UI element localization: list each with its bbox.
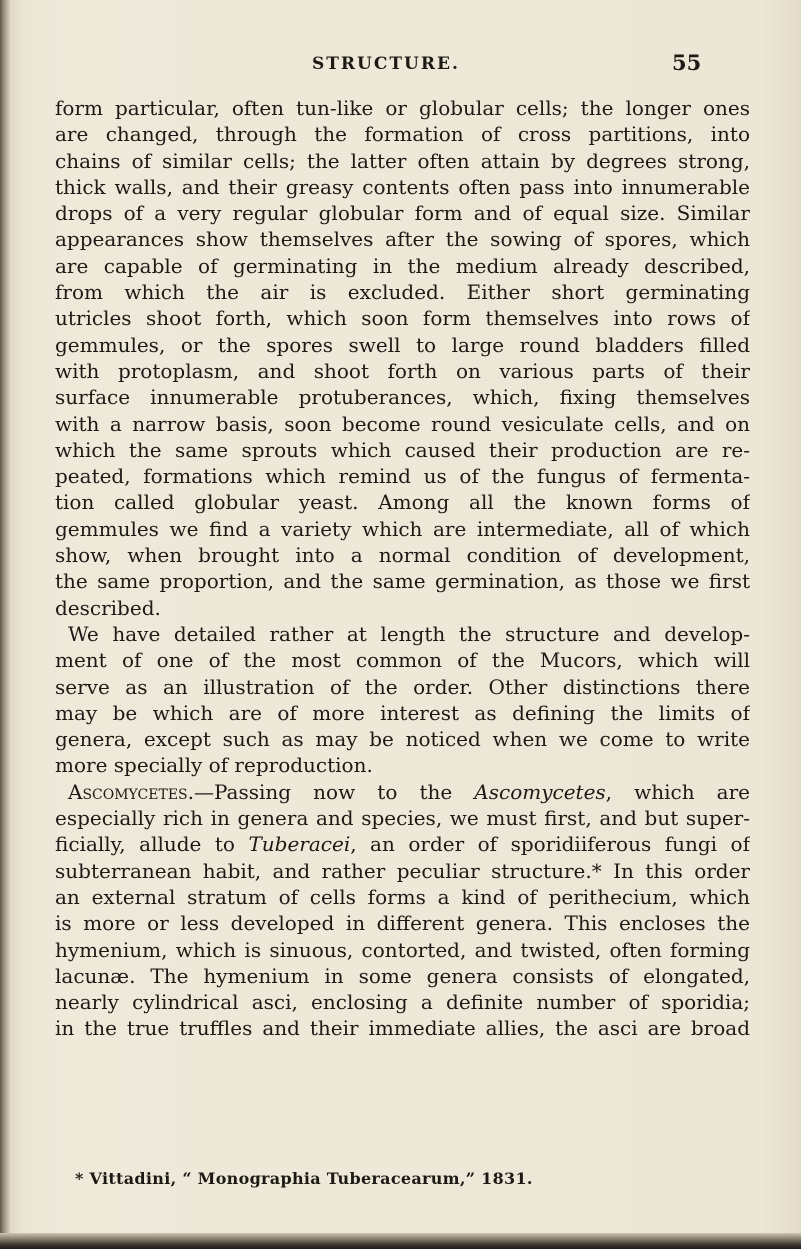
text-line [55,831,750,857]
text-line: may be which are of more interest as defining the limits of [55,700,750,725]
page-bottom-edge [0,1233,801,1249]
text-line: an external stratum of cells forms a kind of perithecium, which [55,884,750,909]
text-line: tion called globular yeast. Among all the known forms of [55,490,750,515]
text-line: appearances show themselves after the sowing of spores, which [55,227,750,252]
text-line: are changed, through the formation of cross partitions, into [55,122,750,147]
text-line: serve as an illustration of the order. Other distinctions there [55,674,750,699]
text-line: with a narrow basis, soon become round vesiculate cells, and on [55,411,750,436]
text-line: especially rich in genera and species, we must first, and but super- [55,806,750,831]
text-line: surface innumerable protuberances, which, fixing themselves [55,385,750,410]
text-line: which the same sprouts which caused their production are re- [55,437,750,462]
text-run: ficially, allude to [55,832,249,857]
text-run: , which are [605,779,750,804]
text-line: ment of one of the most common of the Mucors, which will [55,648,750,673]
text-line: more specially of reproduction. [55,753,373,778]
text-line: peated, formations which remind us of the fungus of fermenta- [55,464,750,489]
text-line: show, when brought into a normal condition of development, [55,543,750,568]
text-line: subterranean habit, and rather peculiar structure.* In this order [55,858,750,883]
text-run: , an order of sporidiiferous fungi of [350,832,750,857]
text-line: the same proportion, and the same germination, as those we first [55,569,750,594]
text-line: lacunæ. The hymenium in some genera consists of elongated, [55,963,750,988]
text-line: described. [55,595,161,620]
text-line: gemmules, or the spores swell to large round bladders filled [55,332,750,357]
section-heading: Ascomycetes. [68,779,194,804]
body-text [55,95,750,1042]
running-title: STRUCTURE. [312,54,460,74]
text-line: in the true truffles and their immediate allies, the asci are broad [55,1016,750,1041]
text-line: thick walls, and their greasy contents often pass into innumerable [55,174,750,199]
text-line: utricles shoot forth, which soon form themselves into rows of [55,306,750,331]
text-run: —Passing now to the [194,779,475,804]
page-gutter [0,0,10,1249]
text-line: We have detailed rather at length the structure and develop- [68,621,750,646]
text-line: gemmules we find a variety which are intermediate, all of which [55,516,750,541]
text-line: hymenium, which is sinuous, contorted, and twisted, often forming [55,937,750,962]
text-line: with protoplasm, and shoot forth on various parts of their [55,358,750,383]
text-line: drops of a very regular globular form and of equal size. Similar [55,201,750,226]
running-head [0,50,801,80]
text-line: from which the air is excluded. Either short germinating [55,280,750,305]
italic-term: Ascomycetes [474,779,606,804]
text-line: form particular, often tun-like or globular cells; the longer ones [55,96,750,120]
text-line: nearly cylindrical asci, enclosing a definite number of sporidia; [55,990,750,1015]
text-line: genera, except such as may be noticed when we come to write [55,727,750,752]
text-line [55,779,750,805]
page-number: 55 [672,50,702,75]
footnote: * Vittadini, “ Monographia Tuberacearum,” 1831. [75,1169,533,1188]
text-line: chains of similar cells; the latter often attain by degrees strong, [55,148,750,173]
text-line: are capable of germinating in the medium already described, [55,253,750,278]
italic-term: Tuberacei [248,832,351,857]
text-line: is more or less developed in different genera. This encloses the [55,911,750,936]
